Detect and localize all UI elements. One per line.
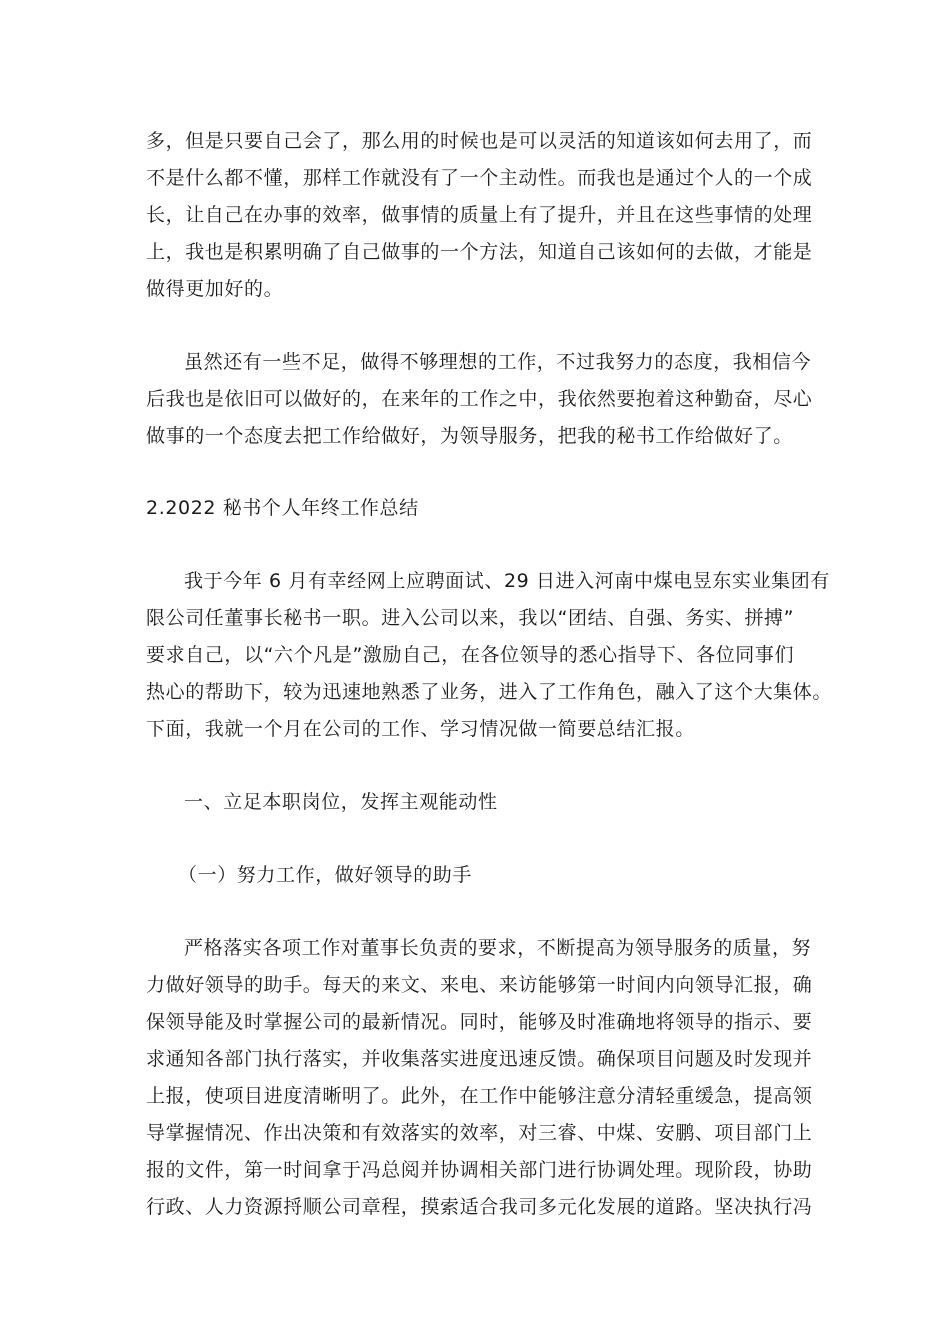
paragraph-line: 后我也是依旧可以做好的，在来年的工作之中，我依然要抱着这种勤奋，尽心 [146,388,813,410]
paragraph-line: 上，我也是积累明确了自己做事的一个方法，知道自己该如何的去做，才能是 [146,241,813,263]
paragraph-line: 多，但是只要自己会了，那么用的时候也是可以灵活的知道该如何去用了，而 [146,130,813,152]
paragraph-line: 行政、人力资源捋顺公司章程，摸索适合我司多元化发展的道路。坚决执行冯 [146,1196,813,1218]
paragraph-line: 热心的帮助下，较为迅速地熟悉了业务，进入了工作角色，融入了这个大集体。 [146,681,833,703]
paragraph-line: 要求自己，以“六个凡是”激励自己，在各位领导的悉心指导下、各位同事们 [146,644,795,666]
paragraph-line: 上报，使项目进度清晰明了。此外，在工作中能够注意分清轻重缓急，提高领 [146,1085,813,1107]
paragraph-line: 限公司任董事长秘书一职。进入公司以来，我以“团结、自强、务实、拼搏” [146,607,795,629]
paragraph-line: 严格落实各项工作对董事长负责的要求，不断提高为领导服务的质量，努 [184,937,812,959]
paragraph-line: 求通知各部门执行落实，并收集落实进度迅速反馈。确保项目问题及时发现并 [146,1048,813,1070]
heading-level-2: （一）努力工作，做好领导的助手 [178,864,473,886]
paragraph-line: 做得更加好的。 [146,278,284,300]
paragraph-line: 下面，我就一个月在公司的工作、学习情况做一简要总结汇报。 [146,718,695,740]
paragraph-line: 不是什么都不懂，那样工作就没有了一个主动性。而我也是通过个人的一个成 [146,167,813,189]
paragraph-line: 导掌握情况、作出决策和有效落实的效率，对三睿、中煤、安鹏、项目部门上 [146,1122,813,1144]
heading-level-1: 一、立足本职岗位，发挥主观能动性 [184,791,498,813]
paragraph-line: 长，让自己在办事的效率，做事情的质量上有了提升，并且在这些事情的处理 [146,204,813,226]
paragraph-line: 做事的一个态度去把工作给做好，为领导服务，把我的秘书工作给做好了。 [146,425,793,447]
paragraph-line: 保领导能及时掌握公司的最新情况。同时，能够及时准确地将领导的指示、要 [146,1011,813,1033]
paragraph-line: 报的文件，第一时间拿于冯总阅并协调相关部门进行协调处理。现阶段，协助 [146,1159,813,1181]
paragraph-line: 虽然还有一些不足，做得不够理想的工作，不过我努力的态度，我相信今 [184,351,812,373]
paragraph-line: 力做好领导的助手。每天的来文、来电、来访能够第一时间内向领导汇报，确 [146,974,813,996]
paragraph-line: 我于今年 6 月有幸经网上应聘面试、29 日进入河南中煤电昱东实业集团有 [184,570,830,592]
section-title: 2.2022 秘书个人年终工作总结 [146,497,419,519]
